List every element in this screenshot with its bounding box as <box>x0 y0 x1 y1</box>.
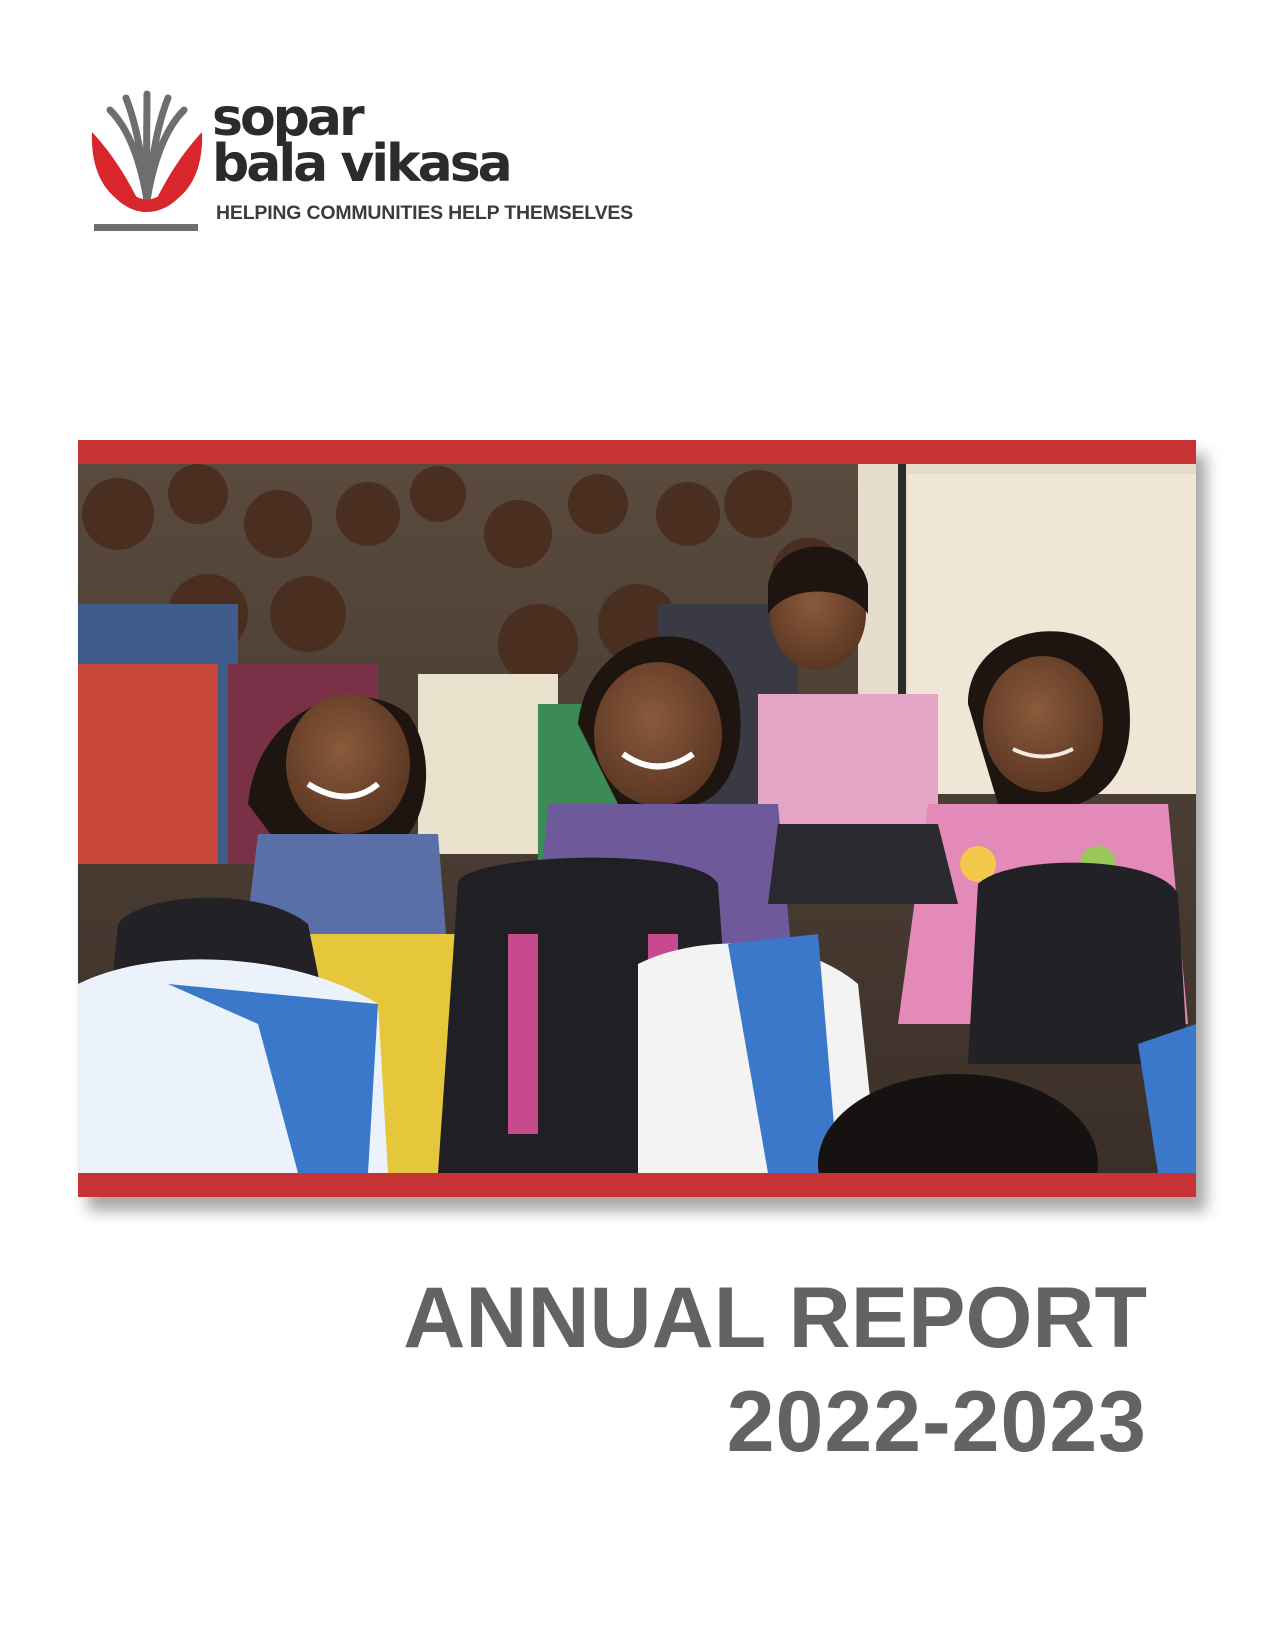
logo-name-line1: sopar <box>212 88 362 148</box>
cover-photo-frame <box>78 440 1196 1197</box>
photo-top-bar <box>78 440 1196 464</box>
logo-tagline: HELPING COMMUNITIES HELP THEMSELVES <box>216 202 633 224</box>
children-with-school-bags-photo <box>78 464 1196 1173</box>
fountain-flower-icon <box>88 88 206 236</box>
report-title-heading: ANNUAL REPORT <box>403 1270 1147 1366</box>
organization-logo <box>88 88 688 238</box>
report-title <box>403 1270 1147 1470</box>
report-title-year: 2022-2023 <box>726 1374 1147 1470</box>
logo-name-line2: bala vikasa <box>212 134 510 194</box>
photo-bottom-bar <box>78 1173 1196 1197</box>
